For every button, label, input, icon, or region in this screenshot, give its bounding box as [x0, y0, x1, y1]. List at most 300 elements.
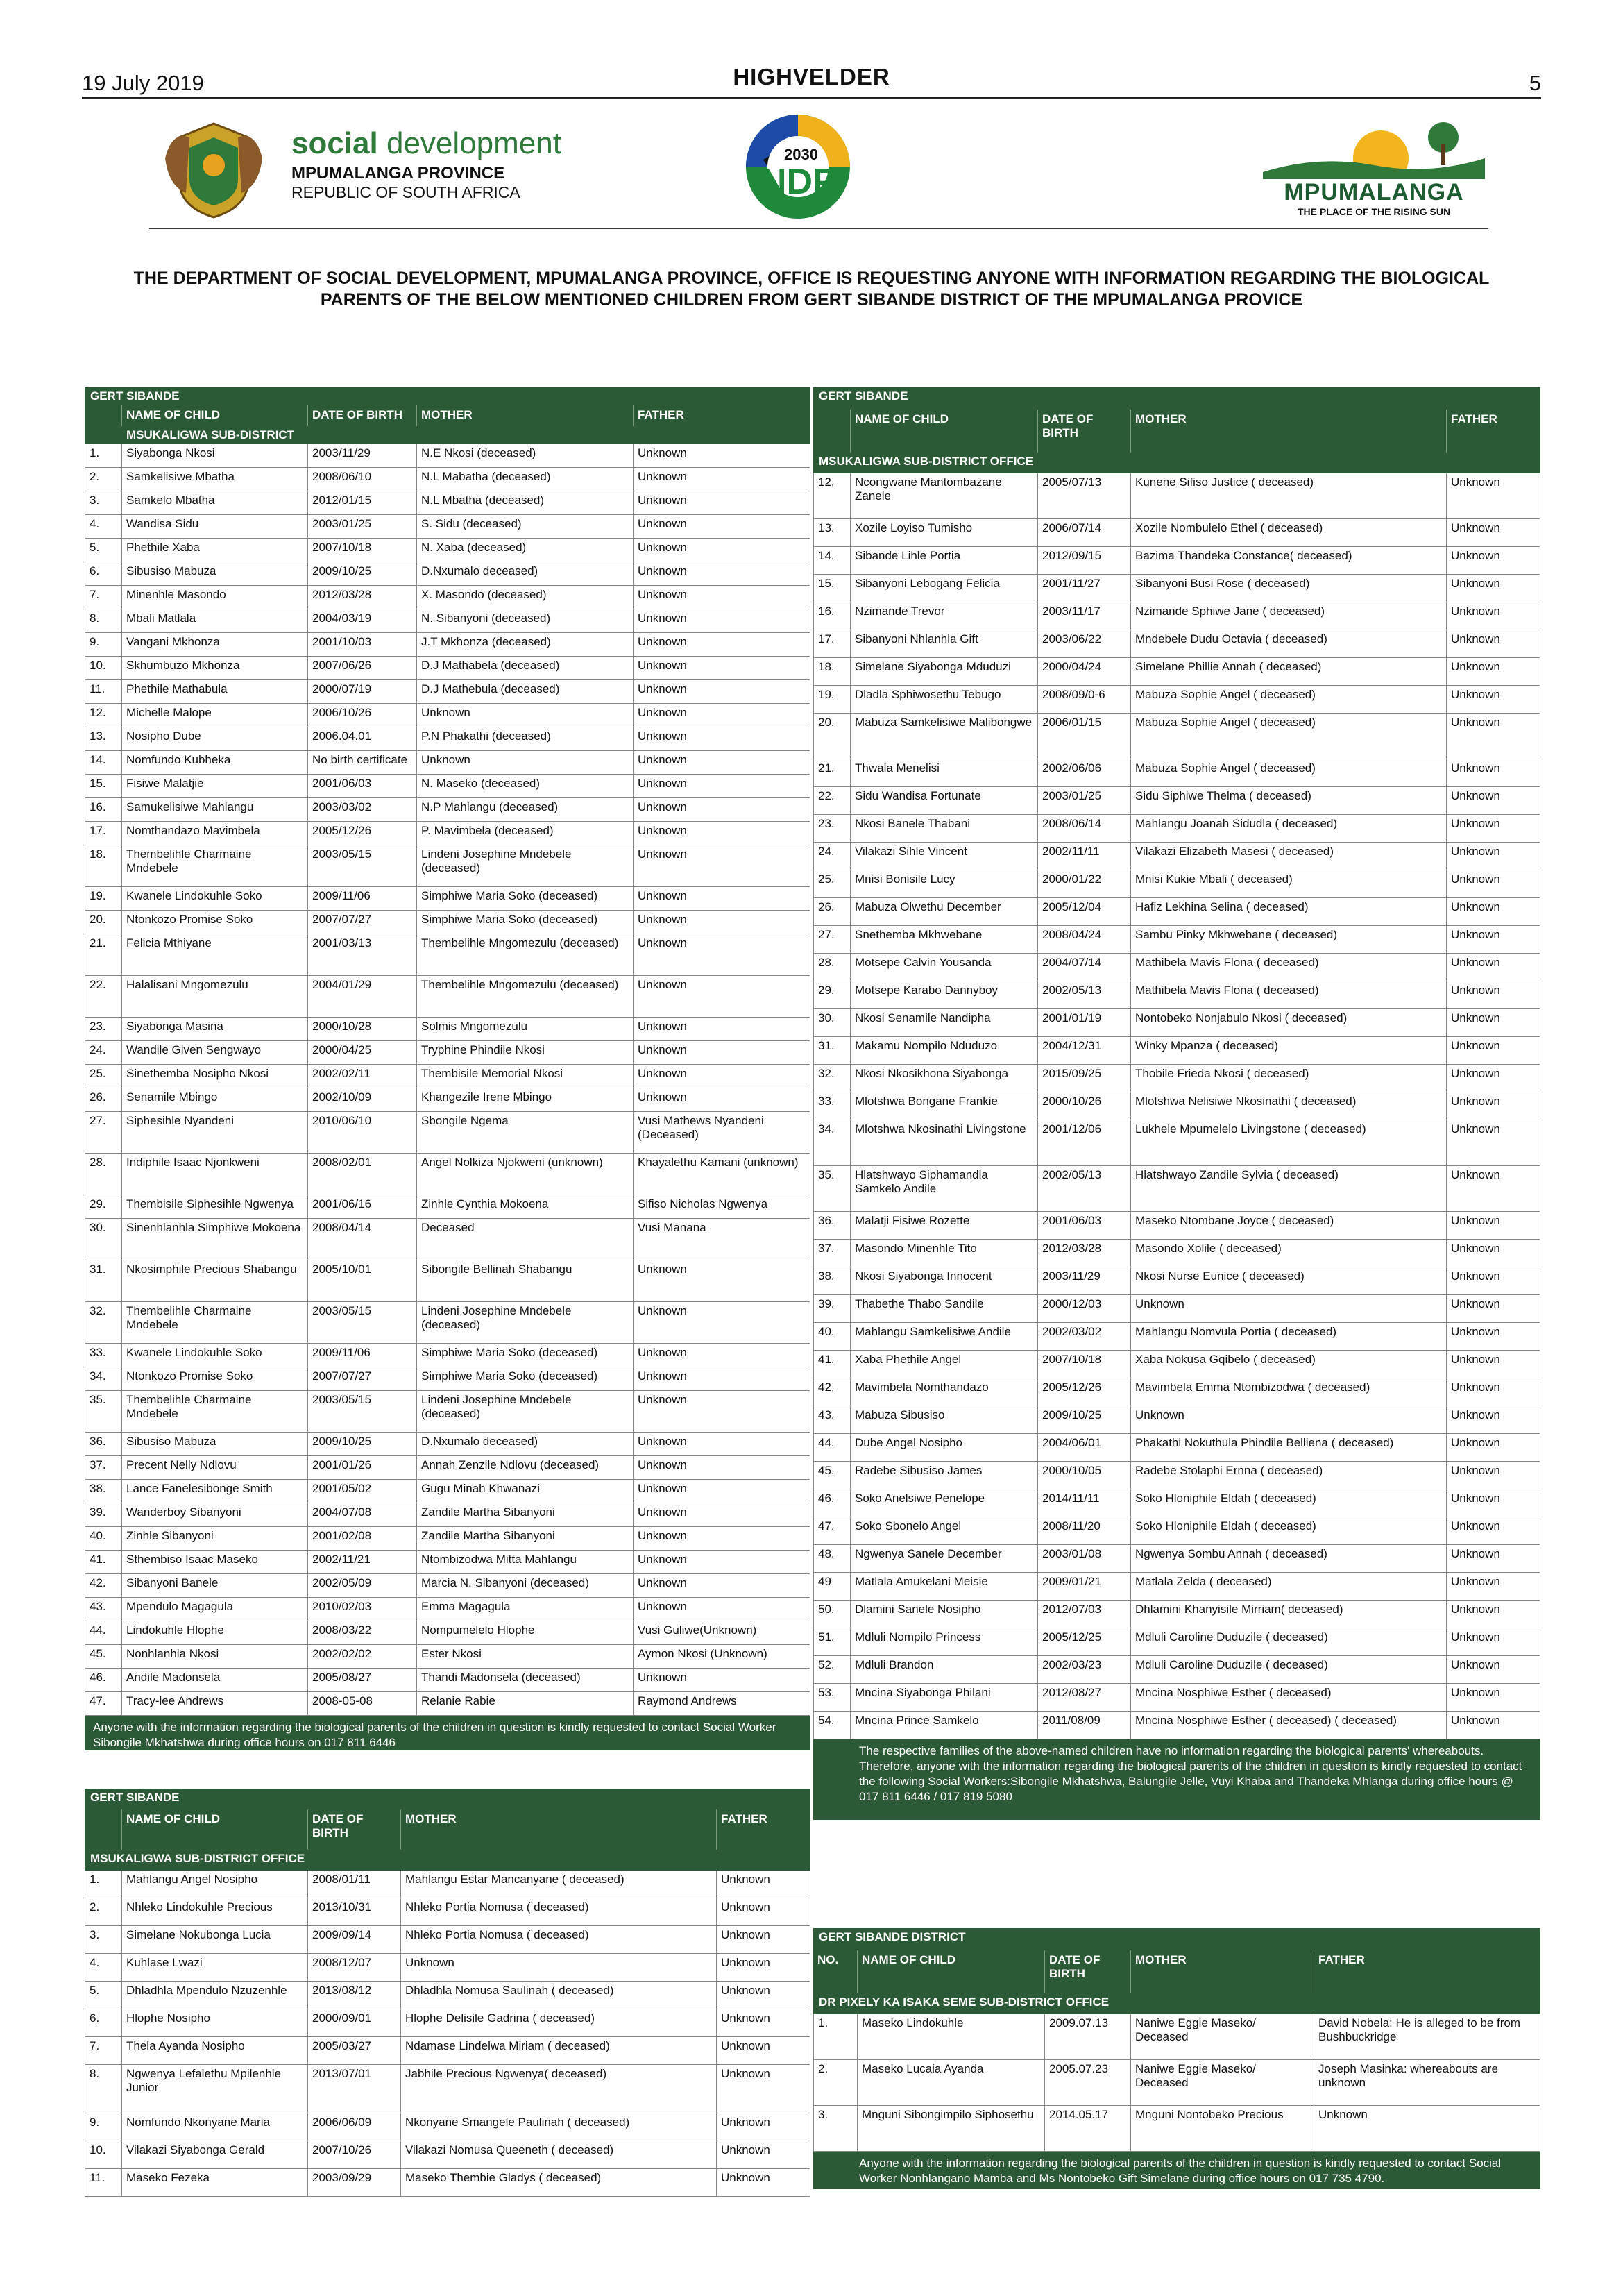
father-cell: Unknown — [1447, 547, 1540, 574]
row-number-cell: 17. — [813, 630, 851, 657]
table-gert-sibande-2 — [85, 1789, 810, 2197]
mother-cell: Emma Magagula — [417, 1598, 634, 1621]
mother-cell: Thembelihle Mngomezulu (deceased) — [417, 976, 634, 1017]
date-of-birth-cell: 2001/05/02 — [308, 1480, 417, 1503]
row-number-cell: 27. — [85, 1112, 122, 1153]
date-of-birth-cell: 2003/11/29 — [308, 444, 417, 467]
ndp-logo — [736, 111, 860, 222]
row-number-cell: 29. — [813, 981, 851, 1008]
father-cell: Unknown — [1447, 1628, 1540, 1655]
mother-cell: Matlala Zelda ( deceased) — [1131, 1573, 1447, 1600]
mother-cell: Ester Nkosi — [417, 1645, 634, 1668]
date-of-birth-cell: 2005/12/04 — [1038, 898, 1131, 925]
table-row — [85, 1503, 810, 1527]
mother-cell: Marcia N. Sibanyoni (deceased) — [417, 1574, 634, 1597]
table-row — [85, 1621, 810, 1645]
mother-cell: Mncina Nosphiwe Esther ( deceased) — [1131, 1684, 1447, 1711]
child-name-cell: Nhleko Lindokuhle Precious — [122, 1898, 308, 1925]
mother-cell: N. Sibanyoni (deceased) — [417, 609, 634, 632]
date-of-birth-cell: 2009/11/06 — [308, 887, 417, 910]
row-number-cell: 1. — [85, 444, 122, 467]
father-cell: Unknown — [634, 539, 810, 562]
date-of-birth-cell: 2005/07/13 — [1038, 473, 1131, 518]
date-of-birth-cell: 2000/10/26 — [1038, 1092, 1131, 1120]
table-row — [813, 1212, 1540, 1240]
mother-cell: Unknown — [1131, 1295, 1447, 1322]
row-number-cell: 18. — [85, 845, 122, 886]
logo-word-development: development — [377, 126, 561, 160]
father-cell: Unknown — [634, 1456, 810, 1479]
date-of-birth-cell: 2003/11/17 — [1038, 602, 1131, 630]
father-cell: Unknown — [717, 2141, 810, 2168]
date-of-birth-cell: 2006.04.01 — [308, 727, 417, 750]
father-cell: Unknown — [634, 1669, 810, 1691]
table-row — [85, 1344, 810, 1367]
date-of-birth-cell: 2004/06/01 — [1038, 1434, 1131, 1461]
child-name-cell: Samukelisiwe Mahlangu — [122, 798, 308, 821]
subdistrict-heading: MSUKALIGWA SUB-DISTRICT OFFICE — [813, 453, 1540, 473]
table-row — [85, 1982, 810, 2009]
social-development-logo — [291, 126, 561, 202]
mpumalanga-tagline: THE PLACE OF THE RISING SUN — [1297, 206, 1451, 217]
row-number-cell: 9. — [85, 2113, 122, 2141]
father-cell: Unknown — [1447, 815, 1540, 842]
date-of-birth-cell: 2008/06/10 — [308, 468, 417, 491]
row-number-cell: 50. — [813, 1601, 851, 1628]
mother-cell: Maseko Ntombane Joyce ( deceased) — [1131, 1212, 1447, 1239]
col-dob: DATE OF BIRTH — [1045, 1950, 1131, 1993]
table-row — [85, 609, 810, 633]
father-cell: Khayalethu Kamani (unknown) — [634, 1154, 810, 1195]
date-of-birth-cell: 2008/03/22 — [308, 1621, 417, 1644]
date-of-birth-cell: 2002/11/21 — [308, 1551, 417, 1573]
date-of-birth-cell: 2005/12/25 — [1038, 1628, 1131, 1655]
table-row — [85, 2037, 810, 2065]
father-cell: Unknown — [1447, 1656, 1540, 1683]
mother-cell: Soko Hloniphile Eldah ( deceased) — [1131, 1517, 1447, 1544]
table-row — [85, 1367, 810, 1391]
father-cell: Unknown — [634, 976, 810, 1017]
father-cell: Unknown — [1447, 686, 1540, 713]
date-of-birth-cell: 2000/04/24 — [1038, 658, 1131, 685]
father-cell: Unknown — [1447, 1462, 1540, 1489]
date-of-birth-cell: 2009/10/25 — [1038, 1406, 1131, 1433]
table-row — [813, 926, 1540, 954]
father-cell: Unknown — [717, 1982, 810, 2009]
child-name-cell: Vangani Mkhonza — [122, 633, 308, 656]
mother-cell: Mabuza Sophie Angel ( deceased) — [1131, 686, 1447, 713]
date-of-birth-cell: 2002/03/02 — [1038, 1323, 1131, 1350]
row-number-cell: 20. — [85, 911, 122, 934]
table-gert-sibande-1 — [85, 387, 810, 1750]
table-row — [813, 1489, 1540, 1517]
row-number-cell: 54. — [813, 1712, 851, 1739]
father-cell: Unknown — [717, 1926, 810, 1953]
subdistrict-heading: DR PIXELY KA ISAKA SEME SUB-DISTRICT OFFICE — [813, 1993, 1540, 2014]
row-number-cell: 2. — [85, 1898, 122, 1925]
father-cell: Unknown — [1447, 1601, 1540, 1628]
date-of-birth-cell: 2004/12/31 — [1038, 1037, 1131, 1064]
child-name-cell: Wandisa Sidu — [122, 515, 308, 538]
table-row — [85, 1926, 810, 1954]
date-of-birth-cell: 2000/10/05 — [1038, 1462, 1131, 1489]
table-row — [813, 1656, 1540, 1684]
row-number-cell: 36. — [813, 1212, 851, 1239]
father-cell: Unknown — [634, 1041, 810, 1064]
child-name-cell: Simelane Siyabonga Mduduzi — [851, 658, 1038, 685]
table-row — [85, 845, 810, 887]
row-number-cell: 37. — [85, 1456, 122, 1479]
mother-cell: Lindeni Josephine Mndebele (deceased) — [417, 845, 634, 886]
date-of-birth-cell: 2006/10/26 — [308, 704, 417, 727]
mother-cell: Unknown — [1131, 1406, 1447, 1433]
mother-cell: Sbongile Ngema — [417, 1112, 634, 1153]
col-name: NAME OF CHILD — [858, 1950, 1045, 1993]
mother-cell: Zinhle Cynthia Mokoena — [417, 1195, 634, 1218]
row-number-cell: 12. — [813, 473, 851, 518]
child-name-cell: Thela Ayanda Nosipho — [122, 2037, 308, 2064]
col-mother: MOTHER — [401, 1809, 717, 1850]
child-name-cell: Precent Nelly Ndlovu — [122, 1456, 308, 1479]
date-of-birth-cell: 2007/07/27 — [308, 1367, 417, 1390]
date-of-birth-cell: 2003/03/02 — [308, 798, 417, 821]
row-number-cell: 24. — [813, 843, 851, 870]
row-number-cell: 43. — [813, 1406, 851, 1433]
date-of-birth-cell: 2003/05/15 — [308, 1391, 417, 1432]
father-cell: Unknown — [634, 1302, 810, 1343]
child-name-cell: Nosipho Dube — [122, 727, 308, 750]
ndp-year: 2030 — [784, 146, 818, 163]
child-name-cell: Mncina Siyabonga Philani — [851, 1684, 1038, 1711]
father-cell: Unknown — [1447, 1684, 1540, 1711]
contact-note: The respective families of the above-named children have no information regarding the biological parents' whereabouts. Therefore, anyone with the information regarding the biological parents of the children in question is kindly requested to contact the following Social Workers:Sibongile Mkhatshwa, Balungile Jelle, Vuyi Khaba and Thandeka Mhlanga during office hours @ 017 811 6446 / 017 819 5080 — [813, 1739, 1540, 1820]
table-row — [813, 1601, 1540, 1628]
mother-cell: Mnguni Nontobeko Precious — [1131, 2106, 1314, 2151]
child-name-cell: Fisiwe Malatjie — [122, 775, 308, 797]
mother-cell: Nompumelelo Hlophe — [417, 1621, 634, 1644]
date-of-birth-cell: 2003/09/29 — [308, 2169, 401, 2196]
child-name-cell: Lance Fanelesibonge Smith — [122, 1480, 308, 1503]
row-number-cell: 21. — [813, 759, 851, 786]
table-row — [85, 704, 810, 727]
col-father: FATHER — [1451, 412, 1497, 425]
row-number-cell: 1. — [813, 2014, 858, 2059]
child-name-cell: Mlotshwa Nkosinathi Livingstone — [851, 1120, 1038, 1165]
date-of-birth-cell: 2007/10/18 — [1038, 1351, 1131, 1378]
child-name-cell: Mahlangu Angel Nosipho — [122, 1871, 308, 1898]
row-number-cell: 14. — [813, 547, 851, 574]
mother-cell: Jabhile Precious Ngwenya( deceased) — [401, 2065, 717, 2113]
father-cell: Unknown — [634, 491, 810, 514]
mother-cell: Mncina Nosphiwe Esther ( deceased) ( deceased) — [1131, 1712, 1447, 1739]
date-of-birth-cell: 2008-05-08 — [308, 1692, 417, 1715]
date-of-birth-cell: 2005/08/27 — [308, 1669, 417, 1691]
table-row — [85, 2009, 810, 2037]
father-cell: Unknown — [634, 468, 810, 491]
date-of-birth-cell: 2005/12/26 — [308, 822, 417, 845]
row-number-cell: 11. — [85, 680, 122, 703]
mpumalanga-name: MPUMALANGA — [1284, 179, 1464, 205]
row-number-cell: 5. — [85, 539, 122, 562]
mother-cell: Simphiwe Maria Soko (deceased) — [417, 1367, 634, 1390]
date-of-birth-cell: 2009/11/06 — [308, 1344, 417, 1367]
father-cell: Unknown — [634, 1391, 810, 1432]
child-name-cell: Soko Sbonelo Angel — [851, 1517, 1038, 1544]
table-row — [85, 775, 810, 798]
row-number-cell: 46. — [813, 1489, 851, 1517]
date-of-birth-cell: 2001/01/26 — [308, 1456, 417, 1479]
row-number-cell: 35. — [813, 1166, 851, 1211]
father-cell: Unknown — [634, 751, 810, 774]
father-cell: Unknown — [634, 586, 810, 609]
child-name-cell: Ncongwane Mantombazane Zanele — [851, 473, 1038, 518]
mother-cell: Masondo Xolile ( deceased) — [1131, 1240, 1447, 1267]
child-name-cell: Malatji Fisiwe Rozette — [851, 1212, 1038, 1239]
date-of-birth-cell: 2012/03/28 — [308, 586, 417, 609]
child-name-cell: Xaba Phethile Angel — [851, 1351, 1038, 1378]
table-row — [813, 1037, 1540, 1065]
child-name-cell: Minenhle Masondo — [122, 586, 308, 609]
child-name-cell: Motsepe Karabo Dannyboy — [851, 981, 1038, 1008]
table-row — [85, 586, 810, 609]
table-row — [813, 473, 1540, 519]
subdistrict-heading: MSUKALIGWA SUB-DISTRICT — [85, 426, 810, 444]
row-number-cell: 48. — [813, 1545, 851, 1572]
table-body — [813, 473, 1540, 1739]
child-name-cell: Wanderboy Sibanyoni — [122, 1503, 308, 1526]
row-number-cell: 26. — [813, 898, 851, 925]
child-name-cell: Mpendulo Magagula — [122, 1598, 308, 1621]
table-gert-sibande-district — [813, 1928, 1540, 2189]
row-number-cell: 44. — [813, 1434, 851, 1461]
district-heading: GERT SIBANDE — [813, 387, 1540, 410]
child-name-cell: Mabuza Sibusiso — [851, 1406, 1038, 1433]
table-row — [85, 1219, 810, 1260]
table-row — [85, 2169, 810, 2197]
mother-cell: Nhleko Portia Nomusa ( deceased) — [401, 1926, 717, 1953]
mother-cell: Lukhele Mpumelelo Livingstone ( deceased) — [1131, 1120, 1447, 1165]
date-of-birth-cell: 2008/06/14 — [1038, 815, 1131, 842]
child-name-cell: Sthembiso Isaac Maseko — [122, 1551, 308, 1573]
mother-cell: Thembisile Memorial Nkosi — [417, 1065, 634, 1088]
table-row — [813, 2014, 1540, 2060]
father-cell: Unknown — [1447, 1212, 1540, 1239]
date-of-birth-cell: 2012/08/27 — [1038, 1684, 1131, 1711]
row-number-cell: 37. — [813, 1240, 851, 1267]
date-of-birth-cell: 2001/06/03 — [1038, 1212, 1131, 1239]
table-row — [85, 2113, 810, 2141]
mother-cell: Dhlamini Khanyisile Mirriam( deceased) — [1131, 1601, 1447, 1628]
date-of-birth-cell: 2013/07/01 — [308, 2065, 401, 2113]
table-row — [85, 1692, 810, 1716]
mother-cell: Nontobeko Nonjabulo Nkosi ( deceased) — [1131, 1009, 1447, 1036]
row-number-cell: 46. — [85, 1669, 122, 1691]
row-number-cell: 32. — [85, 1302, 122, 1343]
table-row — [85, 822, 810, 845]
table-row — [85, 1871, 810, 1898]
child-name-cell: Nonhlanhla Nkosi — [122, 1645, 308, 1668]
mother-cell: Unknown — [417, 751, 634, 774]
mother-cell: Dhladhla Nomusa Saulinah ( deceased) — [401, 1982, 717, 2009]
logo-republic: REPUBLIC OF SOUTH AFRICA — [291, 183, 520, 201]
child-name-cell: Makamu Nompilo Nduduzo — [851, 1037, 1038, 1064]
table-row — [85, 934, 810, 976]
date-of-birth-cell: 2007/10/26 — [308, 2141, 401, 2168]
child-name-cell: Sinenhlanhla Simphiwe Mokoena — [122, 1219, 308, 1260]
row-number-cell: 39. — [813, 1295, 851, 1322]
father-cell: Unknown — [717, 2065, 810, 2113]
mother-cell: Hlatshwayo Zandile Sylvia ( deceased) — [1131, 1166, 1447, 1211]
row-number-cell: 3. — [85, 491, 122, 514]
logo-rule — [149, 228, 1488, 229]
father-cell: Unknown — [634, 609, 810, 632]
mother-cell: Naniwe Eggie Maseko/ Deceased — [1131, 2014, 1314, 2059]
table-row — [813, 787, 1540, 815]
row-number-cell: 7. — [85, 586, 122, 609]
row-number-cell: 2. — [813, 2060, 858, 2105]
father-cell: Aymon Nkosi (Unknown) — [634, 1645, 810, 1668]
row-number-cell: 5. — [85, 1982, 122, 2009]
date-of-birth-cell: 2003/01/08 — [1038, 1545, 1131, 1572]
date-of-birth-cell: 2000/04/25 — [308, 1041, 417, 1064]
child-name-cell: Siphesihle Nyandeni — [122, 1112, 308, 1153]
date-of-birth-cell: 2004/07/08 — [308, 1503, 417, 1526]
father-cell: Vusi Mathews Nyandeni (Deceased) — [634, 1112, 810, 1153]
table-row — [813, 1240, 1540, 1267]
father-cell: Unknown — [1447, 1065, 1540, 1092]
mother-cell: D.Nxumalo deceased) — [417, 562, 634, 585]
table-row — [85, 1088, 810, 1112]
col-dob: DATE OF BIRTH — [308, 405, 417, 426]
date-of-birth-cell: No birth certificate — [308, 751, 417, 774]
date-of-birth-cell: 2002/02/02 — [308, 1645, 417, 1668]
row-number-cell: 45. — [85, 1645, 122, 1668]
table-row — [85, 1433, 810, 1456]
date-of-birth-cell: 2000/07/19 — [308, 680, 417, 703]
father-cell: Unknown — [1447, 658, 1540, 685]
row-number-cell: 28. — [85, 1154, 122, 1195]
child-name-cell: Nomfundo Nkonyane Maria — [122, 2113, 308, 2141]
row-number-cell: 16. — [85, 798, 122, 821]
father-cell: Unknown — [634, 845, 810, 886]
row-number-cell: 27. — [813, 926, 851, 953]
child-name-cell: Mncina Prince Samkelo — [851, 1712, 1038, 1739]
col-name: NAME OF CHILD — [122, 405, 308, 426]
table-header-row — [85, 1809, 810, 1850]
father-cell: Unknown — [1447, 1378, 1540, 1406]
table-row — [813, 815, 1540, 843]
row-number-cell: 28. — [813, 954, 851, 981]
mother-cell: Nkonyane Smangele Paulinah ( deceased) — [401, 2113, 717, 2141]
mother-cell: Mahlangu Nomvula Portia ( deceased) — [1131, 1323, 1447, 1350]
father-cell: Unknown — [634, 680, 810, 703]
father-cell: Unknown — [1447, 1092, 1540, 1120]
mother-cell: Mnisi Kukie Mbali ( deceased) — [1131, 870, 1447, 897]
row-number-cell: 42. — [85, 1574, 122, 1597]
father-cell: Vusi Manana — [634, 1219, 810, 1260]
row-number-cell: 47. — [85, 1692, 122, 1715]
table-row — [85, 2065, 810, 2113]
row-number-cell: 25. — [85, 1065, 122, 1088]
mother-cell: N. Xaba (deceased) — [417, 539, 634, 562]
child-name-cell: Vilakazi Sihle Vincent — [851, 843, 1038, 870]
table-row — [85, 657, 810, 680]
date-of-birth-cell: 2014/11/11 — [1038, 1489, 1131, 1517]
father-cell: Unknown — [1447, 898, 1540, 925]
mpumalanga-landscape-icon — [1263, 117, 1485, 179]
table-body — [85, 444, 810, 1716]
mother-cell: Khangezile Irene Mbingo — [417, 1088, 634, 1111]
father-cell: Unknown — [717, 1871, 810, 1898]
child-name-cell: Maseko Lindokuhle — [858, 2014, 1045, 2059]
father-cell: Unknown — [634, 1065, 810, 1088]
row-number-cell: 38. — [85, 1480, 122, 1503]
table-row — [85, 491, 810, 515]
row-number-cell: 1. — [85, 1871, 122, 1898]
row-number-cell: 36. — [85, 1433, 122, 1455]
mother-cell: Mdluli Caroline Duduzile ( deceased) — [1131, 1628, 1447, 1655]
row-number-cell: 26. — [85, 1088, 122, 1111]
child-name-cell: Nkosi Nkosikhona Siyabonga — [851, 1065, 1038, 1092]
row-number-cell: 23. — [813, 815, 851, 842]
mother-cell: Zandile Martha Sibanyoni — [417, 1527, 634, 1550]
father-cell: Unknown — [717, 1898, 810, 1925]
table-row — [85, 1154, 810, 1195]
child-name-cell: Thembelihle Charmaine Mndebele — [122, 845, 308, 886]
date-of-birth-cell: 2003/06/22 — [1038, 630, 1131, 657]
table-header-row — [813, 1950, 1540, 1993]
mother-cell: Hafiz Lekhina Selina ( deceased) — [1131, 898, 1447, 925]
mother-cell: Mahlangu Joanah Sidudla ( deceased) — [1131, 815, 1447, 842]
father-cell: Unknown — [634, 633, 810, 656]
child-name-cell: Nomthandazo Mavimbela — [122, 822, 308, 845]
child-name-cell: Maseko Fezeka — [122, 2169, 308, 2196]
child-name-cell: Nkosi Siyabonga Innocent — [851, 1267, 1038, 1294]
child-name-cell: Mavimbela Nomthandazo — [851, 1378, 1038, 1406]
child-name-cell: Phethile Mathabula — [122, 680, 308, 703]
child-name-cell: Samkelo Mbatha — [122, 491, 308, 514]
child-name-cell: Vilakazi Siyabonga Gerald — [122, 2141, 308, 2168]
mother-cell: Zandile Martha Sibanyoni — [417, 1503, 634, 1526]
mother-cell: Mlotshwa Nelisiwe Nkosinathi ( deceased) — [1131, 1092, 1447, 1120]
row-number-cell: 42. — [813, 1378, 851, 1406]
table-row — [813, 759, 1540, 787]
row-number-cell: 10. — [85, 2141, 122, 2168]
ndp-text: NDP — [760, 162, 837, 202]
col-father: FATHER — [1318, 1953, 1365, 1966]
table-row — [85, 1574, 810, 1598]
father-cell: Unknown — [1447, 1351, 1540, 1378]
date-of-birth-cell: 2002/06/06 — [1038, 759, 1131, 786]
mother-cell: P. Mavimbela (deceased) — [417, 822, 634, 845]
table-row — [85, 444, 810, 468]
father-cell: Unknown — [634, 1551, 810, 1573]
father-cell: Unknown — [1447, 1323, 1540, 1350]
child-name-cell: Sibusiso Mabuza — [122, 562, 308, 585]
child-name-cell: Maseko Lucaia Ayanda — [858, 2060, 1045, 2105]
father-cell: Sifiso Nicholas Ngwenya — [634, 1195, 810, 1218]
mother-cell: Simelane Phillie Annah ( deceased) — [1131, 658, 1447, 685]
child-name-cell: Nzimande Trevor — [851, 602, 1038, 630]
table-row — [813, 1166, 1540, 1212]
father-cell: Unknown — [1447, 1295, 1540, 1322]
date-of-birth-cell: 2006/07/14 — [1038, 519, 1131, 546]
father-cell: Unknown — [634, 704, 810, 727]
mother-cell: Nhleko Portia Nomusa ( deceased) — [401, 1898, 717, 1925]
mother-cell: Mahlangu Estar Mancanyane ( deceased) — [401, 1871, 717, 1898]
child-name-cell: Motsepe Calvin Yousanda — [851, 954, 1038, 981]
row-number-cell: 45. — [813, 1462, 851, 1489]
